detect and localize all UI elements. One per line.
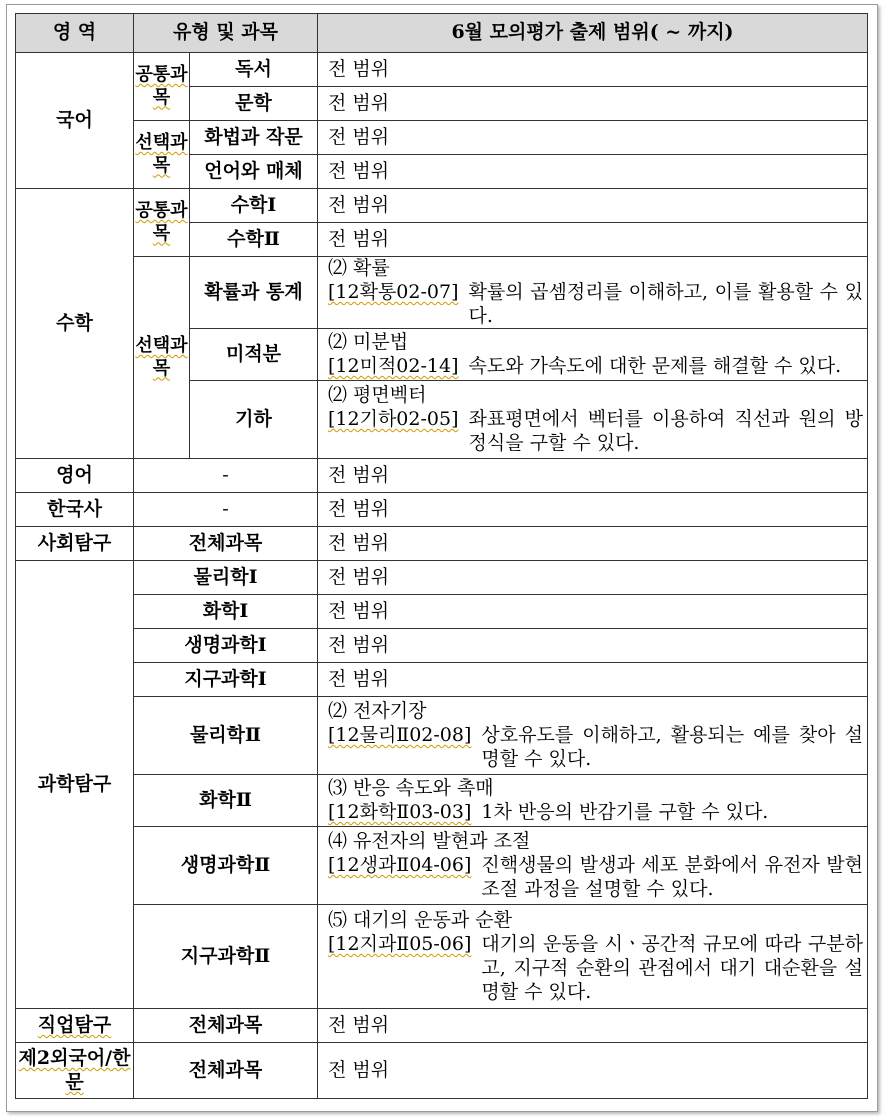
subject-probability: 확률과 통계 — [190, 257, 318, 329]
area-social: 사회탐구 — [16, 527, 134, 561]
code-probability: [12확통02-07] — [328, 280, 459, 303]
area-foreign: 제2외국어/한문 — [16, 1043, 134, 1099]
range-biology2 — [318, 827, 868, 905]
area-english: 영어 — [16, 459, 134, 493]
subject-earth1: 지구과학Ⅰ — [134, 663, 318, 697]
area-history: 한국사 — [16, 493, 134, 527]
subject-biology1: 생명과학Ⅰ — [134, 629, 318, 663]
desc-earth2: 대기의 운동을 시ㆍ공간적 규모에 따라 구분하고, 지구적 순환의 관점에서 대기 대순환을 설명할 수 있다. — [481, 933, 863, 1003]
range-biology1: 전 범위 — [318, 629, 868, 663]
desc-biology2: 진핵생물의 발생과 세포 분화에서 유전자 발현 조절 과정을 설명할 수 있다. — [481, 853, 863, 900]
range-probability — [318, 257, 868, 329]
subject-literature: 문학 — [190, 87, 318, 121]
social-type: 전체과목 — [134, 527, 318, 561]
area-science: 과학탐구 — [16, 561, 134, 1009]
subject-earth2: 지구과학Ⅱ — [134, 905, 318, 1009]
subject-calculus: 미적분 — [190, 329, 318, 381]
area-math: 수학 — [16, 189, 134, 459]
range-physics1: 전 범위 — [318, 561, 868, 595]
unit-earth2: ⑸ 대기의 운동과 순환 — [328, 909, 512, 932]
english-type: - — [134, 459, 318, 493]
desc-chemistry2: 1차 반응의 반감기를 구할 수 있다. — [481, 800, 769, 823]
exam-scope-table — [15, 13, 868, 1099]
header-range: 6월 모의평가 출제 범위( ~ 까지) — [318, 14, 868, 53]
subject-biology2: 생명과학Ⅱ — [134, 827, 318, 905]
range-math2: 전 범위 — [318, 223, 868, 257]
code-earth2: [12지과Ⅱ05-06] — [328, 933, 472, 955]
desc-physics2: 상호유도를 이해하고, 활용되는 예를 찾아 설명할 수 있다. — [481, 723, 863, 770]
unit-probability: ⑵ 확률 — [328, 257, 390, 279]
unit-physics2: ⑵ 전자기장 — [328, 700, 427, 723]
subject-chemistry2: 화학Ⅱ — [134, 775, 318, 827]
vocational-type: 전체과목 — [134, 1009, 318, 1043]
korean-elective-label: 선택과목 — [134, 121, 190, 189]
range-social: 전 범위 — [318, 527, 868, 561]
desc-calculus: 속도와 가속도에 대한 문제를 해결할 수 있다. — [468, 354, 842, 377]
range-speech-writing: 전 범위 — [318, 121, 868, 155]
range-geometry — [318, 381, 868, 459]
subject-reading: 독서 — [190, 53, 318, 87]
korean-common-label: 공통과목 — [134, 53, 190, 121]
header-type: 유형 및 과목 — [134, 14, 318, 53]
area-vocational: 직업탐구 — [16, 1009, 134, 1043]
code-physics2: [12물리Ⅱ02-08] — [328, 723, 472, 746]
range-math1: 전 범위 — [318, 189, 868, 223]
math-common-label: 공통과목 — [134, 189, 190, 257]
range-history: 전 범위 — [318, 493, 868, 527]
unit-calculus: ⑵ 미분법 — [328, 331, 409, 353]
range-earth2 — [318, 905, 868, 1009]
range-foreign: 전 범위 — [318, 1043, 868, 1099]
code-biology2: [12생과Ⅱ04-06] — [328, 853, 472, 876]
exam-scope-table-frame — [6, 4, 878, 1112]
subject-math2: 수학Ⅱ — [190, 223, 318, 257]
range-chemistry1: 전 범위 — [318, 595, 868, 629]
code-geometry: [12기하02-05] — [328, 407, 459, 430]
code-chemistry2: [12화학Ⅱ03-03] — [328, 800, 472, 823]
unit-chemistry2: ⑶ 반응 속도와 촉매 — [328, 777, 494, 799]
range-vocational: 전 범위 — [318, 1009, 868, 1043]
code-calculus: [12미적02-14] — [328, 354, 459, 377]
area-korean: 국어 — [16, 53, 134, 189]
range-physics2 — [318, 697, 868, 775]
desc-geometry: 좌표평면에서 벡터를 이용하여 직선과 원의 방정식을 구할 수 있다. — [468, 407, 863, 454]
foreign-type: 전체과목 — [134, 1043, 318, 1099]
history-type: - — [134, 493, 318, 527]
range-calculus — [318, 329, 868, 381]
unit-geometry: ⑵ 평면벡터 — [328, 384, 427, 407]
range-english: 전 범위 — [318, 459, 868, 493]
range-chemistry2 — [318, 775, 868, 827]
unit-biology2: ⑷ 유전자의 발현과 조절 — [328, 830, 531, 853]
subject-geometry: 기하 — [190, 381, 318, 459]
subject-physics2: 물리학Ⅱ — [134, 697, 318, 775]
header-area: 영 역 — [16, 14, 134, 53]
subject-chemistry1: 화학Ⅰ — [134, 595, 318, 629]
header-row — [16, 14, 868, 53]
subject-speech-writing: 화법과 작문 — [190, 121, 318, 155]
desc-probability: 확률의 곱셈정리를 이해하고, 이를 활용할 수 있다. — [468, 280, 863, 327]
math-elective-label: 선택과목 — [134, 257, 190, 459]
range-language-media: 전 범위 — [318, 155, 868, 189]
subject-math1: 수학Ⅰ — [190, 189, 318, 223]
subject-language-media: 언어와 매체 — [190, 155, 318, 189]
range-earth1: 전 범위 — [318, 663, 868, 697]
subject-physics1: 물리학Ⅰ — [134, 561, 318, 595]
range-literature: 전 범위 — [318, 87, 868, 121]
range-reading: 전 범위 — [318, 53, 868, 87]
